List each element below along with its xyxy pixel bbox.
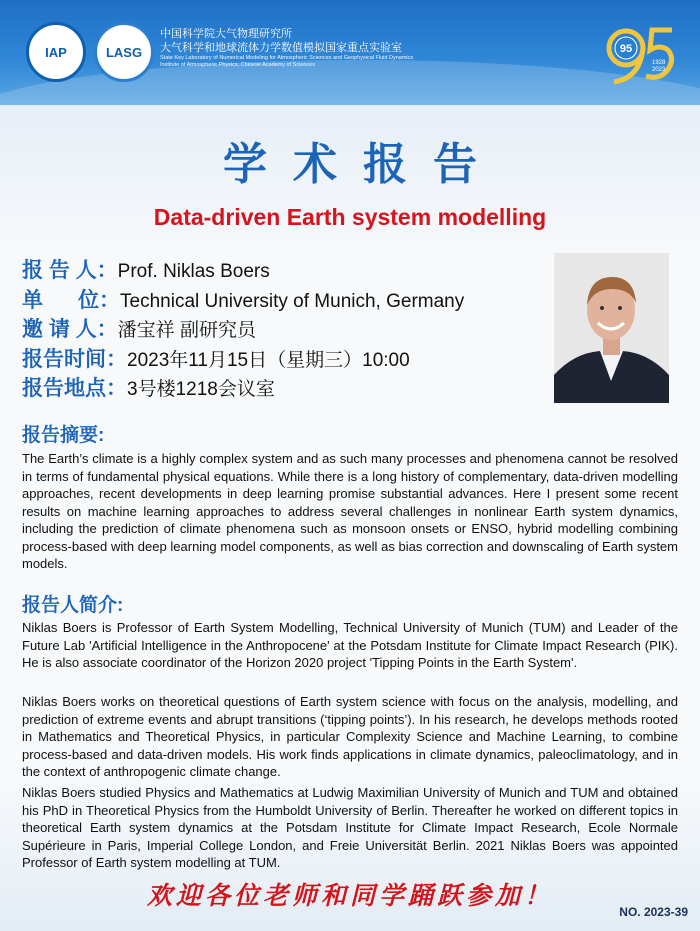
bio-paragraph-3: Niklas Boers studied Physics and Mathematics at Ludwig Maximilian University of Munich and TUM and obtained his PhD in Theoretical Physics from the Humboldt University of Berlin. Thereafter he worked on different topics in theoretical Earth system dynamics at the Potsdam Institute for Climate Impact Research, Ecole Normale Supérieure in Paris, Imperial College London, and Freie Universität Berlin. 2021 Niklas Boers was appointed Professor of Earth system modelling at TUM. [22, 785, 678, 870]
institution-name: 中国科学院大气物理研究所 大气科学和地球流体力学数值模拟国家重点实验室 State Key Laboratory of Numerical Modeling for Atmospheric Sciences and Geophysical Fluid Dynamics Institute of Atmospheric Physics, Chinese Academy of Sciences [160, 28, 414, 68]
abstract-text: The Earth’s climate is a highly complex system and as such many processes and phenomena cannot be resolved in terms of fundamental physical equations. While there is a long history of complementary, data-driven modelling approaches, recent developments in deep learning promise substantial advances. Here I present some recent results on machine learning approaches to address several challenges in nonlinear Earth system dynamics, including the prediction of climate phenomena such as monsoon onsets or ENSO, hybrid modelling combining process-based with deep learning model components, as well as bias correction and downscaling of Earth system models. [22, 451, 678, 571]
info-row-affiliation [22, 284, 552, 314]
talk-title: Data-driven Earth system modelling [153, 204, 547, 230]
info-row-host [22, 313, 552, 343]
bio-paragraph-1: Niklas Boers is Professor of Earth System Modelling, Technical University of Munich (TUM) and Leader of the Future Lab 'Artificial Intelligence in the Anthropocene' at the Potsdam Institute for Climate Impact Research (PIK). He is also associate coordinator of the Horizon 2020 project 'Tipping Points in the Earth System'. [22, 620, 678, 670]
info-row-speaker [22, 254, 552, 284]
info-label: 报告时间： [22, 347, 127, 371]
info-value: Technical University of Munich, Germany [120, 290, 465, 312]
95-anniversary-logo [600, 20, 680, 90]
bio-heading: 报告人简介: [22, 595, 124, 616]
svg-text:1928: 1928 [652, 60, 666, 66]
info-value: 3号楼1218会议室 [127, 379, 275, 400]
info-label: 报告地点： [22, 377, 127, 400]
abstract-heading: 报告摘要: [22, 425, 105, 446]
speaker-photo [554, 253, 669, 403]
info-value: Prof. Niklas Boers [117, 261, 270, 282]
svg-text:2023: 2023 [652, 67, 666, 73]
report-number: NO. 2023-39 [619, 905, 688, 919]
bio-paragraph-2: Niklas Boers works on theoretical questions of Earth system science with focus on the analysis, modelling, and prediction of extreme events and abrupt transitions (‘tipping points’). In his research, he develops methods rooted in Mathematics and Theoretical Physics, in particular Complexity Science and Machine Learning, to combine process-based and data-driven models. His work finds applications in climate dynamics, paleoclimatology, and in the context of anthropogenic climate change. [22, 694, 678, 779]
info-value: 2023年11月15日（星期三）10:00 [127, 349, 410, 371]
welcome-banner: 欢迎各位老师和同学踊跃参加！ [146, 881, 553, 910]
svg-text:95: 95 [619, 43, 633, 55]
info-value: 潘宝祥 副研究员 [117, 320, 256, 341]
poster-title: 学术报告 [223, 139, 503, 190]
header-banner [0, 0, 700, 105]
lasg-logo: LASG [94, 22, 154, 82]
info-label: 邀 请 人： [22, 318, 118, 341]
info-label: 单 位： [22, 288, 121, 312]
talk-info [22, 254, 552, 402]
info-row-time [22, 343, 552, 373]
info-label: 报 告 人： [22, 259, 118, 282]
iap-logo: IAP [26, 22, 86, 82]
info-row-location [22, 372, 552, 402]
